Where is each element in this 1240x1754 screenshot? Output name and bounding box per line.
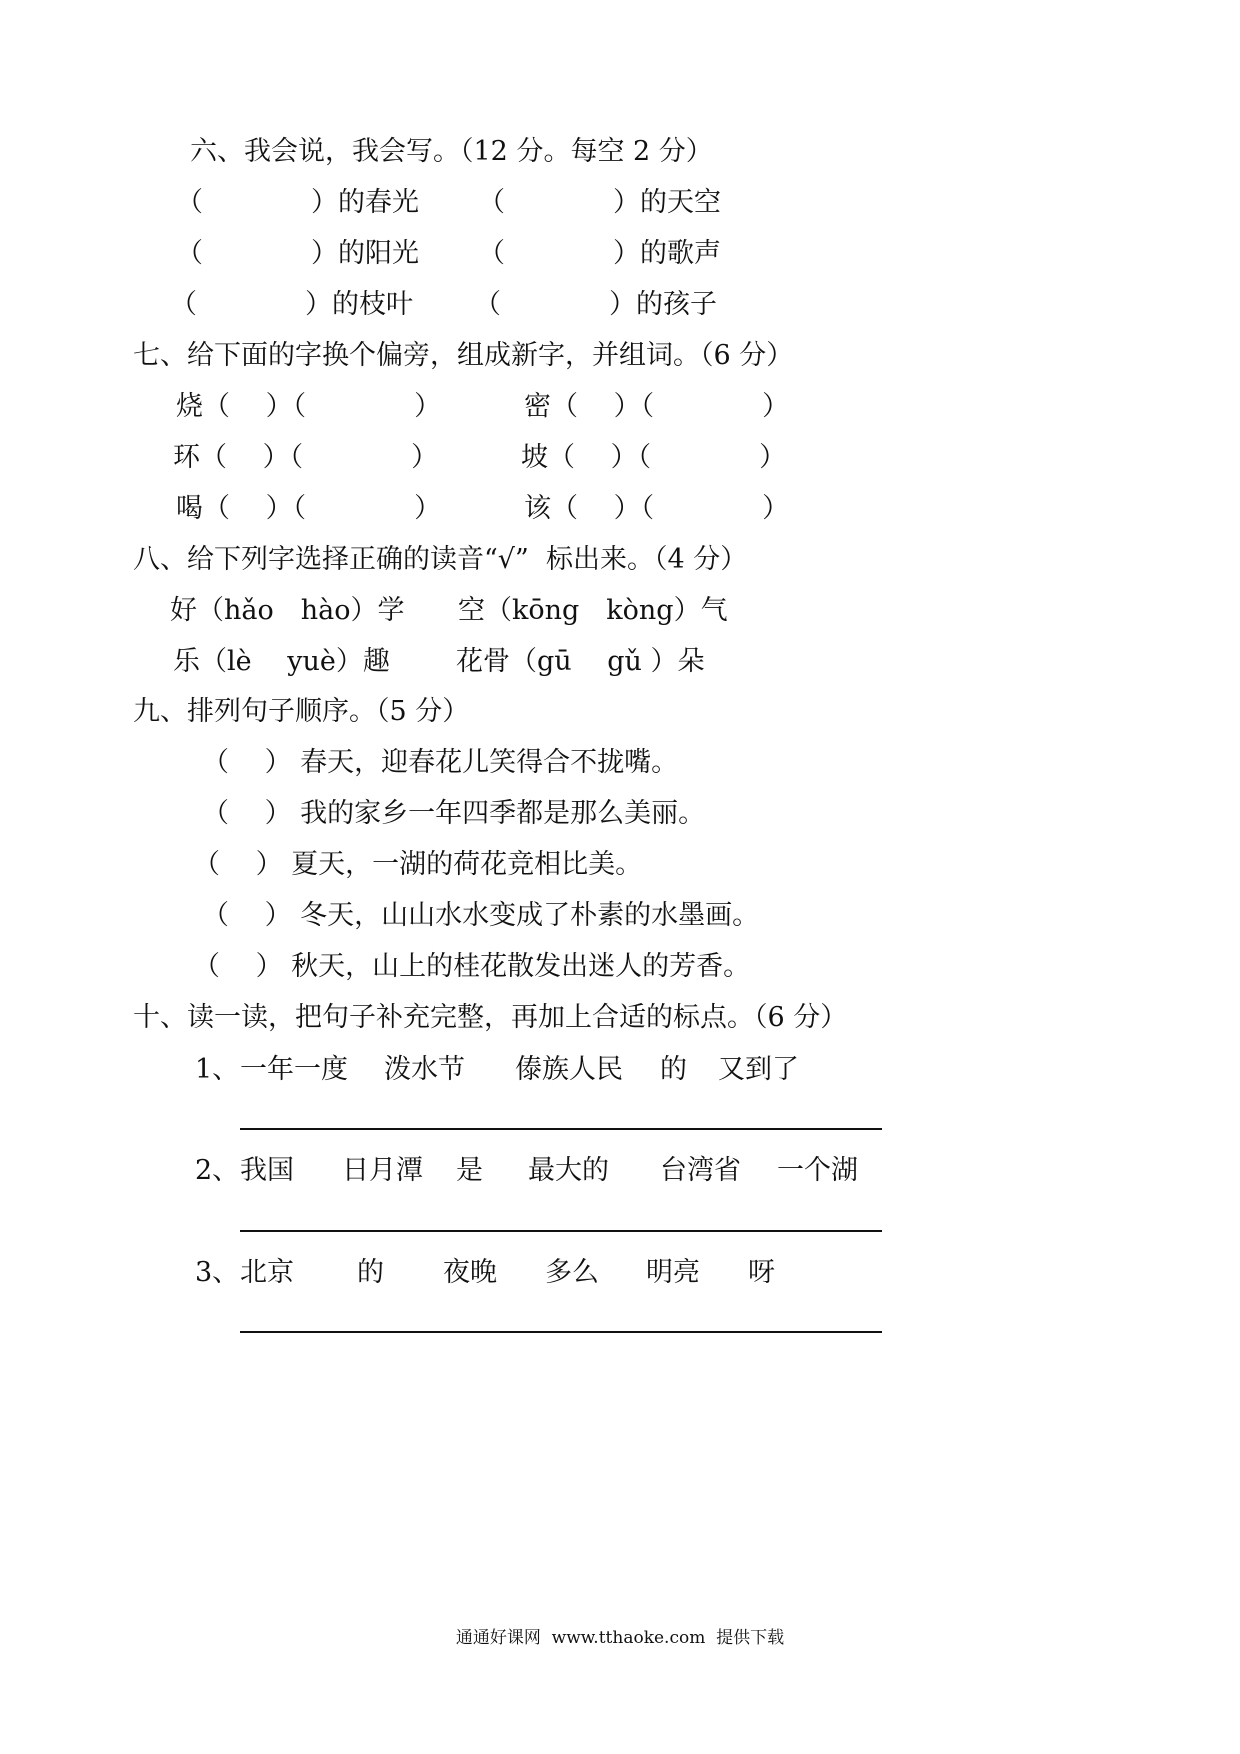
q7-row-3b[interactable]: 该（ ）（ ） (524, 493, 790, 524)
q10-2-word: 台湾省 (660, 1155, 741, 1186)
q6-blank-1a[interactable]: （ ）的春光 (176, 187, 419, 218)
q6-title: 六、我会说，我会写。（12 分。每空 2 分） (190, 136, 713, 167)
q8-title: 八、给下列字选择正确的读音“√” 标出来。（4 分） (133, 544, 748, 575)
q10-2-word: 最大的 (528, 1155, 609, 1186)
q6-blank-3b[interactable]: （ ）的孩子 (474, 289, 717, 320)
q7-row-2b[interactable]: 坡（ ）（ ） (521, 442, 787, 473)
q8-row-2b[interactable]: 花骨（gū gǔ ）朵 (456, 646, 705, 677)
q6-blank-2b[interactable]: （ ）的歌声 (478, 238, 721, 269)
q10-2-word: 我国 (240, 1155, 294, 1186)
q8-row-1a[interactable]: 好（hǎo hào）学 (170, 595, 405, 626)
q10-3-word: 明亮 (646, 1257, 700, 1288)
q9-item-2[interactable]: （ ） 我的家乡一年四季都是那么美丽。 (202, 798, 706, 829)
q9-item-3[interactable]: （ ） 夏天，一湖的荷花竞相比美。 (193, 849, 643, 880)
q10-1-word: 又到了 (718, 1054, 799, 1085)
q10-3-word: 的 (357, 1257, 384, 1288)
q6-blank-2a[interactable]: （ ）的阳光 (176, 238, 419, 269)
q7-row-2a[interactable]: 环（ ）（ ） (173, 442, 439, 473)
q10-1-word: 泼水节 (384, 1054, 465, 1085)
q10-2-word: 一个湖 (777, 1155, 858, 1186)
q10-2-word: 日月潭 (342, 1155, 423, 1186)
q10-1-num: 1、 (195, 1054, 240, 1085)
q10-3-num: 3、 (195, 1257, 240, 1288)
q7-title: 七、给下面的字换个偏旁，组成新字，并组词。（6 分） (133, 340, 794, 371)
q7-row-1a[interactable]: 烧（ ）（ ） (176, 391, 442, 422)
q10-3-word: 夜晚 (443, 1257, 497, 1288)
q10-title: 十、读一读，把句子补充完整，再加上合适的标点。（6 分） (133, 1002, 848, 1033)
q10-1-answer-line[interactable] (240, 1128, 882, 1130)
q8-row-1b[interactable]: 空（kōng kòng）气 (458, 595, 728, 626)
q10-1-word: 的 (660, 1054, 687, 1085)
q10-2-answer-line[interactable] (240, 1230, 882, 1232)
q9-title: 九、排列句子顺序。（5 分） (133, 696, 470, 727)
q7-row-3a[interactable]: 喝（ ）（ ） (176, 493, 442, 524)
q8-row-2a[interactable]: 乐（lè yuè）趣 (173, 646, 390, 677)
q9-item-5[interactable]: （ ） 秋天，山上的桂花散发出迷人的芳香。 (193, 951, 751, 982)
q10-3-word: 呀 (748, 1257, 775, 1288)
q10-3-word: 北京 (240, 1257, 294, 1288)
q6-blank-1b[interactable]: （ ）的天空 (478, 187, 721, 218)
page-footer: 通通好课网 www.tthaoke.com 提供下载 (455, 1628, 785, 1648)
q10-3-word: 多么 (545, 1257, 599, 1288)
q7-row-1b[interactable]: 密（ ）（ ） (524, 391, 790, 422)
q9-item-4[interactable]: （ ） 冬天，山山水水变成了朴素的水墨画。 (202, 900, 760, 931)
q10-2-num: 2、 (195, 1155, 240, 1186)
q10-1-word: 一年一度 (240, 1054, 348, 1085)
q6-blank-3a[interactable]: （ ）的枝叶 (170, 289, 413, 320)
q10-3-answer-line[interactable] (240, 1331, 882, 1333)
q10-2-word: 是 (456, 1155, 483, 1186)
q10-1-word: 傣族人民 (515, 1054, 623, 1085)
q9-item-1[interactable]: （ ） 春天，迎春花儿笑得合不拢嘴。 (202, 747, 679, 778)
